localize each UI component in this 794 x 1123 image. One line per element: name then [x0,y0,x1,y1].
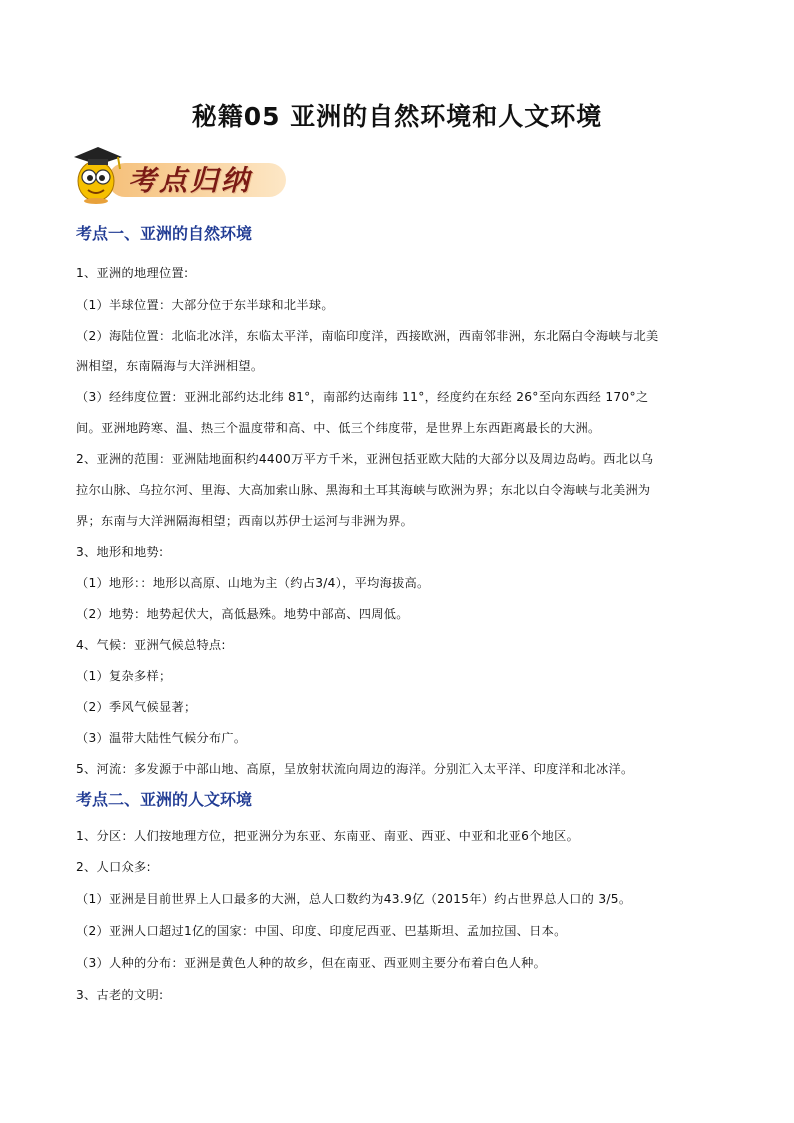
text-line: 2、亚洲的范围：亚洲陆地面积约4400万平方千米，亚洲包括亚欧大陆的大部分以及周边岛屿。西北以乌 [76,452,654,466]
text-line: 界；东南与大洋洲隔海相望；西南以苏伊士运河与非洲为界。 [76,514,414,528]
text-line: 1、分区：人们按地理方位，把亚洲分为东亚、东南亚、南亚、西亚、中亚和北亚6个地区。 [76,829,580,843]
text-line: 拉尔山脉、乌拉尔河、里海、大高加索山脉、黑海和土耳其海峡与欧洲为界；东北以白令海峡与北美洲为 [76,483,651,497]
text-line: 洲相望，东南隔海与大洋洲相望。 [76,359,264,373]
text-line: 1、亚洲的地理位置: [76,266,189,280]
text-line: （2）海陆位置：北临北冰洋，东临太平洋，南临印度洋，西接欧洲，西南邻非洲，东北隔白令海峡与北美 [76,329,659,343]
page-title: 秘籍05 亚洲的自然环境和人文环境 [191,102,603,131]
section-heading-1: 考点一、亚洲的自然环境 [76,224,253,243]
text-line: 5、河流：多发源于中部山地、高原，呈放射状流向周边的海洋。分别汇入太平洋、印度洋和北冰洋。 [76,762,634,776]
text-line: （3）经纬度位置：亚洲北部约达北纬 81°，南部约达南纬 11°，经度约在东经 26°至向东西经 170°之 [76,390,649,404]
text-line: （1）亚洲是目前世界上人口最多的大洲，总人口数约为43.9亿（2015年）约占世界总人口的 3/5。 [76,892,632,906]
text-line: 2、人口众多: [76,860,151,874]
text-line: 间。亚洲地跨寒、温、热三个温度带和高、中、低三个纬度带，是世界上东西距离最长的大洲。 [76,421,601,435]
text-line: 3、地形和地势: [76,545,164,559]
text-line: 4、气候：亚洲气候总特点: [76,638,226,652]
text-line: （3）人种的分布：亚洲是黄色人种的故乡，但在南亚、西亚则主要分布着白色人种。 [76,956,547,970]
text-line: 3、古老的文明: [76,988,164,1002]
text-line: （1）复杂多样； [76,669,172,683]
banner-title: 考点归纳 [128,164,253,197]
text-line: （2）亚洲人口超过1亿的国家：中国、印度、印度尼西亚、巴基斯坦、孟加拉国、日本。 [76,924,567,938]
text-line: （2）地势：地势起伏大，高低悬殊。地势中部高、四周低。 [76,607,409,621]
text-line: （1）地形：：地形以高原、山地为主（约占3/4），平均海拔高。 [76,576,430,590]
text-line: （1）半球位置：大部分位于东半球和北半球。 [76,298,334,312]
text-line: （3）温带大陆性气候分布广。 [76,731,247,745]
section-heading-2: 考点二、亚洲的人文环境 [76,790,253,809]
text-line: （2）季风气候显著； [76,700,197,714]
section-banner [68,143,288,205]
